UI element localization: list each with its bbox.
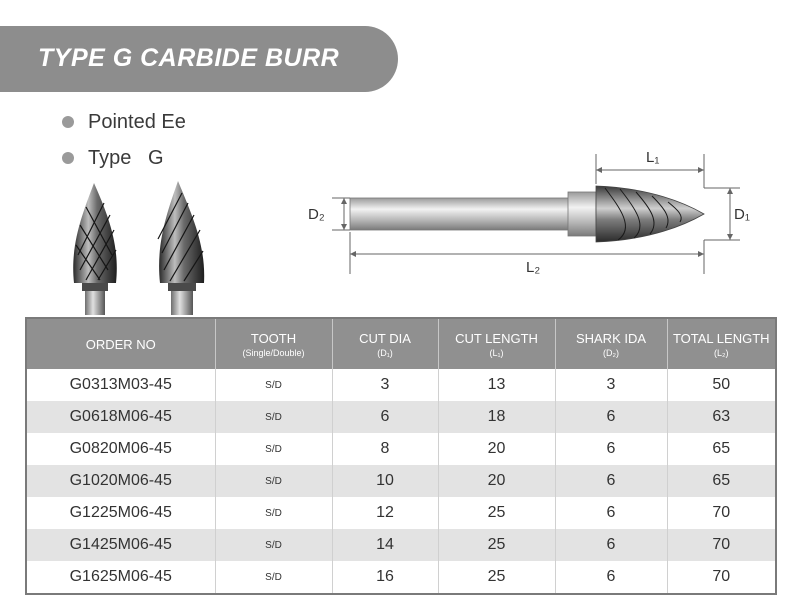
- shank-drawing: [350, 198, 570, 230]
- table-row: [27, 369, 775, 401]
- shank-dia-cell: 6: [555, 401, 667, 433]
- bullet-text-shape: Pointed Ee: [88, 111, 186, 133]
- cut-dia-cell: 8: [332, 433, 438, 465]
- cut-dia-cell: 12: [332, 497, 438, 529]
- tooth-cell: S/D: [215, 497, 332, 529]
- tooth-cell: S/D: [215, 401, 332, 433]
- cut-dia-cell: 14: [332, 529, 438, 561]
- table-row: [27, 433, 775, 465]
- header-cut-length: CUT LENGTH (L₁): [438, 319, 555, 369]
- total-length-cell: 70: [667, 529, 775, 561]
- cut-length-cell: 20: [438, 465, 555, 497]
- total-length-cell: 65: [667, 465, 775, 497]
- burr-image-left: [73, 183, 117, 315]
- table-row: [27, 561, 775, 593]
- shank-dia-cell: 6: [555, 433, 667, 465]
- burr-image-right: [158, 181, 204, 315]
- total-length-cell: 70: [667, 561, 775, 593]
- tooth-cell: S/D: [215, 369, 332, 401]
- l2-label: L₂: [526, 259, 541, 276]
- shank-dia-cell: 6: [555, 497, 667, 529]
- shank-dia-cell: 3: [555, 369, 667, 401]
- tooth-cell: S/D: [215, 465, 332, 497]
- bullet-dot: [62, 152, 74, 164]
- bullet-text-type: Type G: [88, 147, 164, 169]
- header-shank-dia: SHARK IDA (D₂): [555, 319, 667, 369]
- cut-length-cell: 25: [438, 529, 555, 561]
- spec-table: [27, 319, 775, 593]
- burr-product-photos: [60, 175, 220, 315]
- shank-dia-cell: 6: [555, 465, 667, 497]
- d2-label: D₂: [308, 206, 325, 223]
- order-no-cell: G1625M06-45: [27, 561, 215, 593]
- tooth-cell: S/D: [215, 433, 332, 465]
- header-cut-dia: CUT DIA (D₁): [332, 319, 438, 369]
- table-row: [27, 465, 775, 497]
- header-total-length: TOTAL LENGTH (L₂): [667, 319, 775, 369]
- tooth-cell: S/D: [215, 529, 332, 561]
- d1-label: D₁: [734, 206, 750, 223]
- cut-length-cell: 13: [438, 369, 555, 401]
- total-length-cell: 70: [667, 497, 775, 529]
- table-row: [27, 497, 775, 529]
- total-length-cell: 63: [667, 401, 775, 433]
- shank-dia-cell: 6: [555, 561, 667, 593]
- table-header-row: [27, 319, 775, 369]
- cut-length-cell: 25: [438, 561, 555, 593]
- header-order-no: ORDER NO: [27, 319, 215, 369]
- total-length-cell: 50: [667, 369, 775, 401]
- cut-length-cell: 18: [438, 401, 555, 433]
- order-no-cell: G1425M06-45: [27, 529, 215, 561]
- cut-dia-cell: 3: [332, 369, 438, 401]
- cut-dia-cell: 16: [332, 561, 438, 593]
- total-length-cell: 65: [667, 433, 775, 465]
- cut-length-cell: 20: [438, 433, 555, 465]
- shank-dia-cell: 6: [555, 529, 667, 561]
- order-no-cell: G0618M06-45: [27, 401, 215, 433]
- header-tooth: TOOTH (Single/Double): [215, 319, 332, 369]
- cut-length-cell: 25: [438, 497, 555, 529]
- table-row: [27, 401, 775, 433]
- dimension-diagram: [300, 148, 760, 288]
- order-no-cell: G0313M03-45: [27, 369, 215, 401]
- table-row: [27, 529, 775, 561]
- bullet-dot: [62, 116, 74, 128]
- order-no-cell: G1020M06-45: [27, 465, 215, 497]
- order-no-cell: G0820M06-45: [27, 433, 215, 465]
- tooth-cell: S/D: [215, 561, 332, 593]
- l1-label: L₁: [646, 149, 660, 166]
- cut-dia-cell: 10: [332, 465, 438, 497]
- cut-dia-cell: 6: [332, 401, 438, 433]
- order-no-cell: G1225M06-45: [27, 497, 215, 529]
- page-title: TYPE G CARBIDE BURR: [38, 44, 340, 72]
